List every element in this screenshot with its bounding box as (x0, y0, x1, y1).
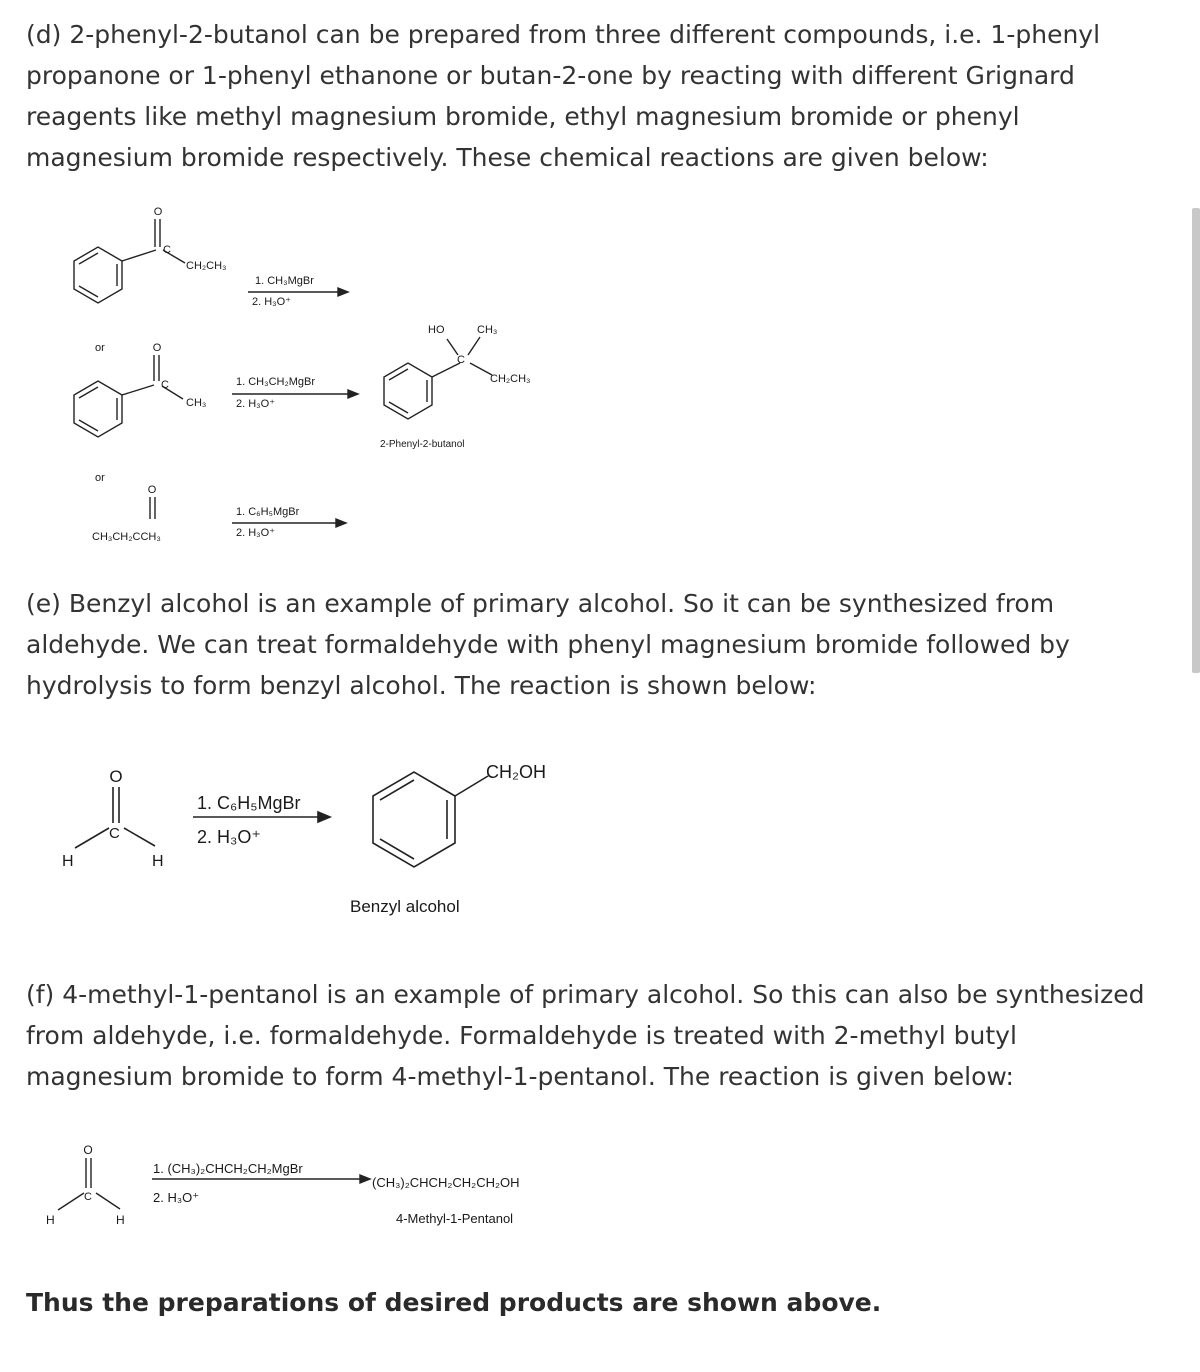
benzene-ring (74, 247, 122, 303)
substituent-label: CH₂CH₃ (186, 260, 227, 272)
section-f-paragraph (26, 974, 1176, 1097)
scheme-d-drawing (0, 195, 620, 555)
reagent-label: 1. CH₃CH₂MgBr (236, 376, 316, 388)
text-line: magnesium bromide respectively. These chemical reactions are given below: (26, 143, 989, 172)
reagent-label: 2. H₃O⁺ (252, 296, 292, 308)
atom-label: H (116, 1213, 125, 1227)
atom-label: O (83, 1143, 93, 1157)
section-d-paragraph (26, 14, 1176, 178)
atom-label: O (153, 206, 163, 218)
section-e-paragraph (26, 583, 1176, 706)
reaction-scheme-f (0, 1130, 620, 1240)
or-label: or (95, 472, 105, 484)
text-line: (f) 4-methyl-1-pentanol is an example of primary alcohol. So this can also be synthesized (26, 980, 1145, 1009)
reagent-label: 1. C₆H₅MgBr (236, 506, 300, 518)
text-line: reagents like methyl magnesium bromide, ethyl magnesium bromide or phenyl (26, 102, 1020, 131)
atom-label: HO (428, 324, 445, 336)
reagent-label: 2. H₃O⁺ (236, 527, 276, 539)
benzene-ring (373, 772, 455, 867)
product-formula: (CH₃)₂CHCH₂CH₂CH₂OH (372, 1175, 520, 1190)
atom-label: H (152, 853, 164, 870)
text-line: (d) 2-phenyl-2-butanol can be prepared from three different compounds, i.e. 1-phenyl (26, 20, 1101, 49)
scheme-f-drawing (0, 1130, 620, 1240)
text-line: propanone or 1-phenyl ethanone or butan-2-one by reacting with different Grignard (26, 61, 1075, 90)
substituent-label: CH₂CH₃ (490, 373, 531, 385)
scrollbar-thumb[interactable] (1192, 208, 1200, 673)
atom-label: H (46, 1213, 55, 1227)
atom-label: O (147, 484, 157, 496)
text-line: (e) Benzyl alcohol is an example of primary alcohol. So it can be synthesized from (26, 589, 1055, 618)
product-name: 2-Phenyl-2-butanol (380, 439, 465, 450)
substituent-label: CH₂OH (486, 762, 546, 782)
atom-label: O (109, 767, 123, 786)
atom-label: C (163, 244, 171, 256)
reactant-formula: CH₃CH₂CCH₃ (92, 531, 161, 543)
text-line: from aldehyde, i.e. formaldehyde. Formaldehyde is treated with 2-methyl butyl (26, 1021, 1017, 1050)
reagent-label: 1. CH₃MgBr (255, 275, 314, 287)
product-name: Benzyl alcohol (350, 897, 460, 916)
reagent-label: 2. H₃O⁺ (197, 827, 261, 847)
text-line: aldehyde. We can treat formaldehyde with phenyl magnesium bromide followed by (26, 630, 1070, 659)
scheme-e-drawing (0, 748, 620, 928)
text-line: magnesium bromide to form 4-methyl-1-pentanol. The reaction is given below: (26, 1062, 1014, 1091)
product-name: 4-Methyl-1-Pentanol (396, 1211, 514, 1226)
conclusion-text: Thus the preparations of desired products are shown above. (26, 1288, 882, 1317)
reagent-label: 2. H₃O⁺ (236, 398, 276, 410)
atom-label: CH₃ (477, 324, 498, 336)
atom-label: O (152, 342, 162, 354)
atom-label: C (457, 354, 465, 366)
substituent-label: CH₃ (186, 397, 207, 409)
atom-label: C (161, 379, 169, 391)
reaction-scheme-e (0, 748, 620, 928)
or-label: or (95, 342, 105, 354)
text-line: hydrolysis to form benzyl alcohol. The reaction is shown below: (26, 671, 817, 700)
reagent-label: 1. (CH₃)₂CHCH₂CH₂MgBr (153, 1161, 303, 1176)
reagent-label: 2. H₃O⁺ (153, 1190, 200, 1205)
atom-label: C (84, 1191, 92, 1203)
reagent-label: 1. C₆H₅MgBr (197, 793, 301, 813)
atom-label: C (109, 825, 120, 842)
atom-label: H (62, 853, 74, 870)
reaction-scheme-d (0, 195, 620, 555)
